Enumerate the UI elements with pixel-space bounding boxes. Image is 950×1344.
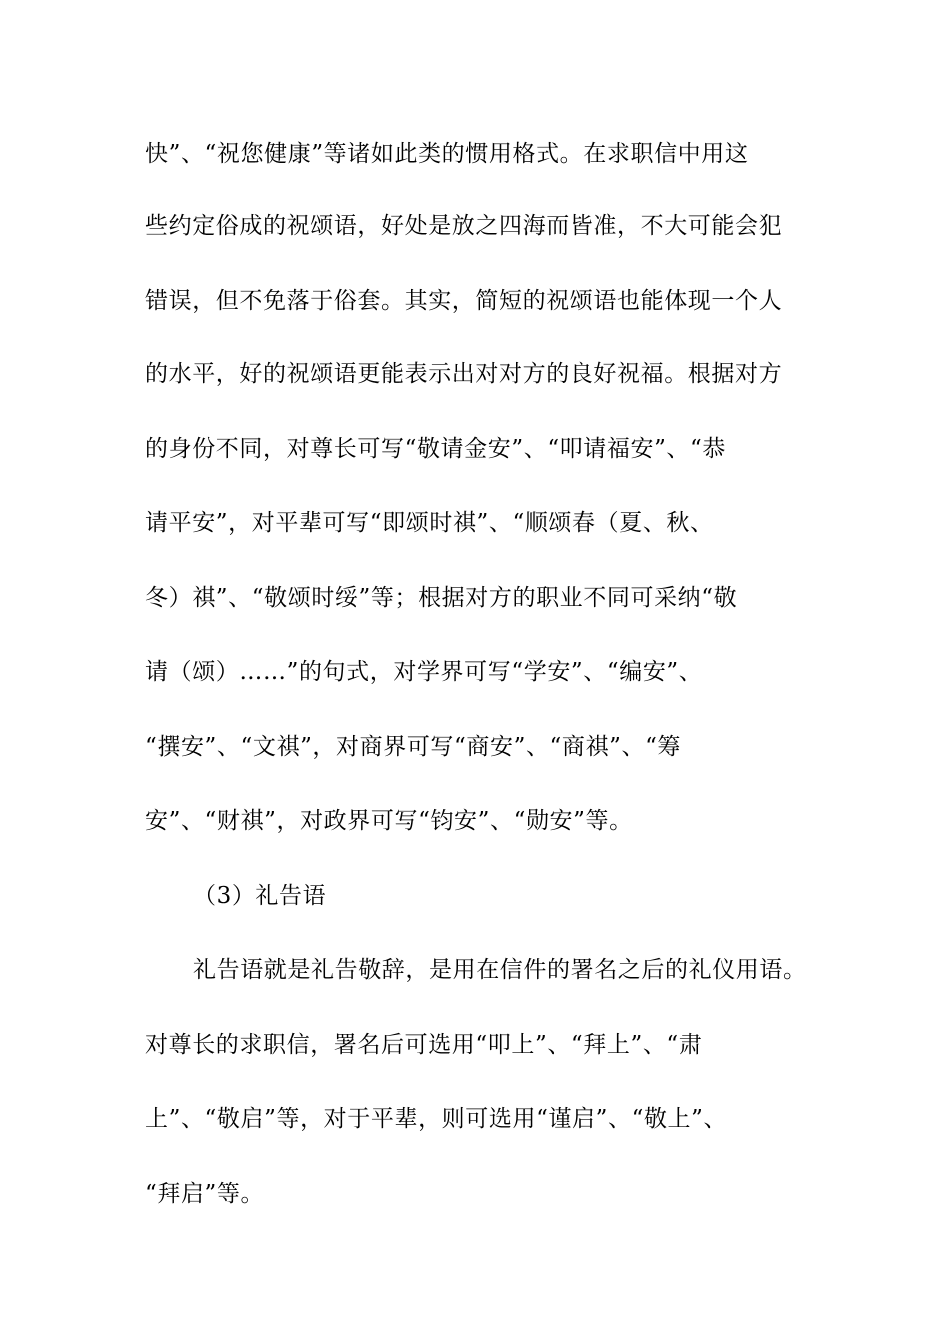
section-heading: （3）礼告语 — [193, 883, 327, 909]
paragraph-line: 安”、“财祺”，对政界可写“钧安”、“勋安”等。 — [145, 808, 633, 834]
paragraph-line: 的水平，好的祝颂语更能表示出对对方的良好祝福。根据对方 — [145, 361, 783, 387]
paragraph-line: 冬）祺”、“敬颂时绥”等；根据对方的职业不同可采纳“敬 — [145, 585, 738, 611]
paragraph-line: 上”、“敬启”等，对于平辈，则可选用“谨启”、“敬上”、 — [145, 1106, 728, 1132]
paragraph-line: 礼告语就是礼告敬辞，是用在信件的署名之后的礼仪用语。 — [193, 957, 807, 983]
paragraph-line: “拜启”等。 — [145, 1181, 265, 1207]
paragraph-line: 请平安”，对平辈可写“即颂时祺”、“顺颂春（夏、秋、 — [145, 510, 714, 536]
paragraph-line: 的身份不同，对尊长可写“敬请金安”、“叩请福安”、“恭 — [145, 436, 726, 462]
paragraph-line: “撰安”、“文祺”，对商界可写“商安”、“商祺”、“筹 — [145, 734, 682, 760]
paragraph-line: 快”、“祝您健康”等诸如此类的惯用格式。在求职信中用这 — [145, 141, 749, 167]
paragraph-line: 些约定俗成的祝颂语，好处是放之四海而皆准，不大可能会犯 — [145, 213, 783, 239]
paragraph-line: 对尊长的求职信，署名后可选用“叩上”、“拜上”、“肃 — [145, 1032, 703, 1058]
paragraph-line: 请（颂）……”的句式，对学界可写“学安”、“编安”、 — [145, 659, 703, 685]
paragraph-line: 错误，但不免落于俗套。其实，简短的祝颂语也能体现一个人 — [145, 288, 783, 314]
